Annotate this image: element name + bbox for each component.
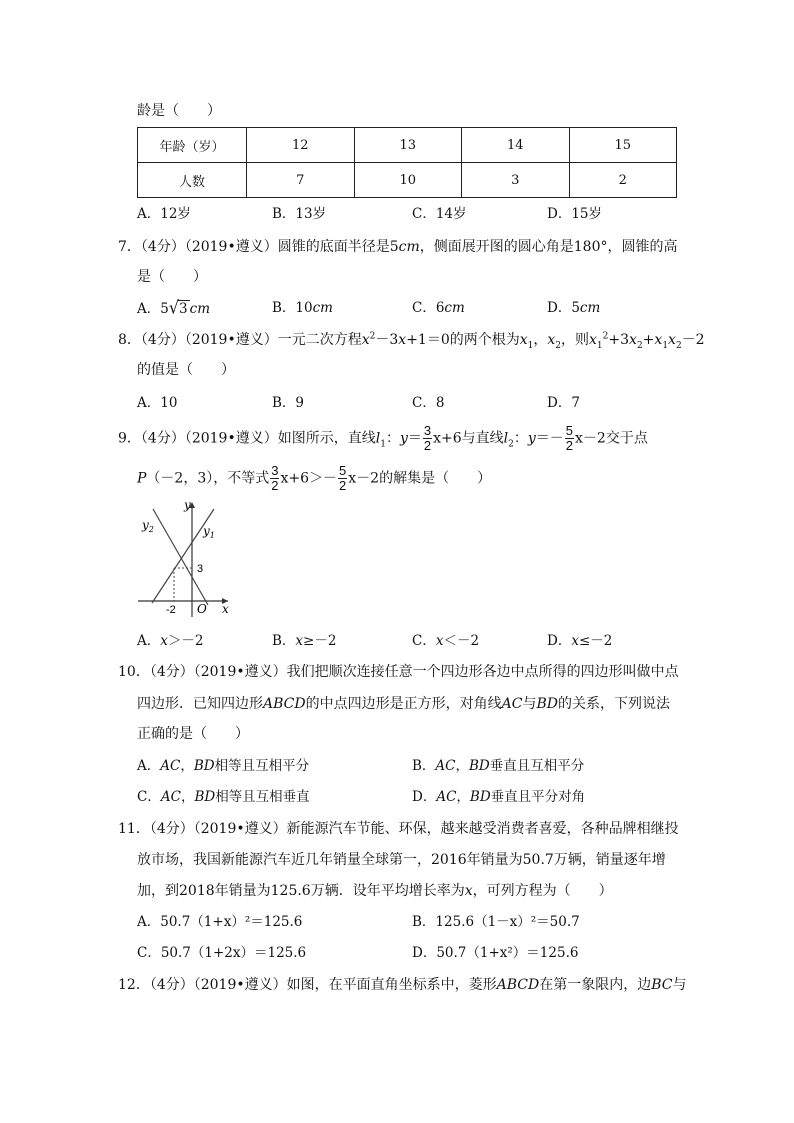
q7-opt-a-radicand: 3: [179, 301, 188, 317]
q8-var: x: [589, 332, 597, 348]
y1-label-var: y: [203, 524, 210, 538]
origin-label: O: [197, 602, 207, 616]
q9-text: x+6＞－: [280, 470, 338, 487]
y1-label: [202, 524, 215, 540]
q7-opt-b-label: B．10: [272, 300, 313, 316]
q9-opt-text: ＞－2: [167, 633, 204, 649]
q11-option-c[interactable]: C．50.7（1+2x）＝125.6: [137, 945, 307, 961]
fraction-numerator: 5: [339, 463, 347, 478]
q8-sup: 2: [602, 331, 609, 342]
fraction-numerator: 3: [423, 423, 432, 438]
q9-var: l: [375, 430, 381, 447]
fraction-numerator: 3: [271, 463, 279, 478]
q8-stem: [118, 330, 705, 350]
q12-stem: [118, 975, 687, 995]
q7-opt-a-label: A．5: [137, 301, 169, 317]
y-axis-label: y: [184, 498, 191, 512]
q9-var: y: [527, 430, 536, 447]
q7-opt-a-unit: cm: [189, 301, 211, 317]
q7-opt-c-unit: cm: [444, 300, 465, 316]
table-cell: 7: [247, 163, 355, 198]
q10-option-c[interactable]: C．AC，BD相等且互相垂直: [137, 789, 310, 805]
question-number: 7．: [118, 239, 141, 255]
question-meta: （4分）（2019•遵义）: [149, 664, 287, 680]
q7-option-b[interactable]: [272, 298, 333, 318]
q9-text: 如图所示，直线: [277, 430, 376, 447]
q8-sub: 2: [555, 340, 562, 351]
table-cell: 人数: [138, 163, 247, 198]
q8-var: x: [398, 332, 407, 348]
q8-var: x: [654, 332, 663, 348]
q8-option-d[interactable]: D．7: [547, 395, 580, 411]
q6-option-a[interactable]: A．12岁: [137, 206, 191, 222]
q10-var: BD: [194, 789, 216, 805]
question-meta: （4分）（2019•遵义）: [140, 332, 278, 348]
q9-text: ＝－: [535, 430, 564, 447]
q10-text: 与: [522, 696, 537, 712]
table-cell: 14: [462, 128, 570, 163]
q11-option-b[interactable]: B．125.6（1－x）²＝50.7: [412, 914, 580, 930]
age-table: [137, 127, 677, 198]
q12-var: BC: [651, 977, 673, 993]
question-number: 9．: [118, 430, 141, 447]
q8-text: +1＝0的两个根为: [406, 332, 520, 348]
q11-text: 加，到2018年销量为125.6万辆．设年平均增长率为: [137, 883, 465, 899]
table-cell: 13: [354, 128, 462, 163]
q9-text: x－2的解集是（ ）: [348, 470, 492, 487]
q9-text: ＝: [407, 430, 422, 447]
table-cell: 3: [462, 163, 570, 198]
q8-text: +: [642, 332, 655, 348]
table-cell: 2: [569, 163, 677, 198]
q11-var: x: [464, 883, 473, 899]
q7-option-c[interactable]: [412, 298, 465, 318]
q9-opt-text: ≥－2: [303, 633, 337, 649]
q7-option-d[interactable]: [547, 298, 600, 318]
q7-opt-d-unit: cm: [579, 300, 601, 316]
x-axis-label: x: [222, 602, 229, 616]
q10-text: 的关系，下列说法: [557, 696, 670, 712]
q10-var: ABCD: [263, 696, 306, 712]
question-meta: （4分）（2019•遵义）: [140, 239, 278, 255]
q10-var: BD: [193, 758, 215, 774]
fraction: [423, 424, 432, 453]
q10-opt-text: 垂直且平分对角: [490, 789, 586, 805]
table-cell: 15: [569, 128, 677, 163]
q10-option-d[interactable]: D．AC，BD垂直且平分对角: [412, 789, 586, 805]
q7-text-b: ，侧面展开图的圆心角是180°，圆锥的高: [419, 239, 678, 255]
q9-text: ：: [513, 430, 528, 447]
q9-option-b[interactable]: [272, 631, 336, 651]
q8-text: ，则: [561, 332, 590, 348]
question-meta: （4分）（2019•遵义）: [140, 430, 278, 447]
q9-opt-label: D．: [547, 633, 572, 649]
q10-var: AC: [435, 758, 456, 774]
q10-opt-text: 相等且互相垂直: [215, 789, 310, 805]
q8-var: x: [547, 332, 556, 348]
y2-label-var: y: [142, 518, 149, 532]
q10-var: AC: [160, 789, 181, 805]
y1-label-sub: 1: [209, 531, 215, 540]
q6-option-b[interactable]: B．13岁: [272, 206, 327, 222]
q7-opt-d-label: D．5: [547, 300, 580, 316]
q8-option-a[interactable]: A．10: [137, 395, 178, 411]
q8-var: x: [519, 332, 528, 348]
q9-var: y: [399, 430, 408, 447]
q9-text: x+6与直线: [433, 430, 504, 447]
q10-text: 我们把顺次连接任意一个四边形各边中点所得的四边形叫做中点: [286, 664, 679, 680]
q9-graph: [134, 495, 244, 620]
q11-text: 新能源汽车节能、环保，越来越受消费者喜爱，各种品牌相继投: [286, 821, 679, 837]
q7-stem: [118, 237, 678, 257]
q10-var: BD: [469, 789, 491, 805]
q9-opt-var: x: [435, 633, 444, 649]
q11-option-a[interactable]: A．50.7（1+x）²＝125.6: [137, 914, 303, 930]
q9-stem: [118, 424, 648, 453]
question-number: 12．: [118, 977, 150, 993]
q8-text: －3: [375, 332, 399, 348]
q9-sub: 2: [508, 439, 514, 450]
q8-text: －2: [681, 332, 705, 348]
q7-opt-c-label: C．6: [412, 300, 445, 316]
q10-var: AC: [160, 758, 181, 774]
q10-text: 四边形．已知四边形: [137, 696, 263, 712]
q10-option-a[interactable]: A．AC，BD相等且互相平分: [137, 758, 310, 774]
q9-opt-text: ≤－2: [578, 633, 613, 649]
q10-stem-line3: 正确的是（ ）: [137, 726, 249, 742]
line-y2: [153, 509, 208, 605]
q8-sub: 1: [662, 340, 669, 351]
fraction: [338, 464, 347, 493]
q12-text: 在第一象限内，边: [539, 977, 652, 993]
q9-opt-label: A．: [137, 633, 161, 649]
q9-option-c[interactable]: [412, 631, 479, 651]
q9-var: l: [503, 430, 509, 447]
q8-var: x: [629, 332, 637, 348]
q8-text: +3: [608, 332, 630, 348]
q8-var: x: [361, 332, 370, 348]
q11-option-d[interactable]: D．50.7（1+x²）＝125.6: [412, 945, 579, 961]
q9-option-d[interactable]: [547, 631, 612, 651]
tick-label-x: -2: [166, 604, 176, 616]
q12-text: 如图，在平面直角坐标系中，菱形: [286, 977, 497, 993]
q10-text: 的中点四边形是正方形，对角线: [305, 696, 502, 712]
q9-text: （－2，3），不等式: [146, 470, 270, 487]
fraction-denominator: 2: [271, 478, 279, 493]
fraction-denominator: 2: [565, 438, 574, 453]
q9-opt-label: B．: [272, 633, 296, 649]
q11-stem-line2: 放市场，我国新能源汽车近几年销量全球第一，2016年销量为50.7万辆，销量逐年增: [137, 852, 666, 868]
table-cell: 年龄（岁）: [138, 128, 247, 163]
q9-opt-var: x: [295, 633, 304, 649]
question-number: 8．: [118, 332, 141, 348]
q8-option-b[interactable]: B．9: [272, 395, 305, 411]
q10-opt-text: 垂直且互相平分: [489, 758, 585, 774]
q9-text: x－2交于点: [575, 430, 648, 447]
q9-var: P: [137, 470, 147, 487]
q7-option-a[interactable]: [137, 298, 210, 319]
q9-stem-line2: [137, 464, 491, 493]
y2-label: [141, 518, 154, 534]
fraction-numerator: 5: [565, 423, 574, 438]
q9-opt-var: x: [571, 633, 579, 649]
q10-option-b[interactable]: B．AC，BD垂直且互相平分: [412, 758, 585, 774]
q10-stem-line2: [137, 694, 670, 714]
q9-text: ：: [385, 430, 400, 447]
table-row: [138, 128, 677, 163]
q10-var: BD: [536, 696, 558, 712]
q9-opt-text: ＜－2: [443, 633, 480, 649]
table-cell: 10: [354, 163, 462, 198]
q10-opt-text: 相等且互相平分: [214, 758, 310, 774]
fraction: [270, 464, 279, 493]
fraction-denominator: 2: [423, 438, 432, 453]
q8-option-c[interactable]: C．8: [412, 395, 445, 411]
q6-option-d[interactable]: D．15岁: [547, 206, 603, 222]
q11-text: ，可列方程为（ ）: [472, 883, 613, 899]
q10-stem: [118, 662, 679, 682]
q8-text-a: 一元二次方程: [277, 332, 362, 348]
q8-stem-line2: 的值是（ ）: [137, 362, 235, 378]
question-meta: （4分）（2019•遵义）: [149, 977, 287, 993]
q12-var: ABCD: [496, 977, 540, 993]
q8-sub: 2: [675, 340, 682, 351]
q7-opt-b-unit: cm: [312, 300, 333, 316]
q8-sub: 1: [596, 340, 603, 351]
q8-sub: 1: [527, 340, 534, 351]
q6-stem-tail: 龄是（ ）: [137, 103, 221, 119]
fraction: [565, 424, 574, 453]
table-cell: 12: [247, 128, 355, 163]
q9-option-a[interactable]: [137, 631, 203, 651]
y2-label-sub: 2: [148, 525, 154, 534]
q9-sub: 1: [380, 439, 386, 450]
q7-unit: cm: [398, 239, 420, 255]
question-number: 11．: [118, 821, 150, 837]
q11-stem: [118, 819, 679, 839]
q6-option-c[interactable]: C．14岁: [412, 206, 467, 222]
q10-var: AC: [436, 789, 457, 805]
question-number: 10．: [118, 664, 150, 680]
q8-var: x: [668, 332, 676, 348]
tick-label-y: 3: [197, 563, 204, 575]
q12-text: 与: [672, 977, 687, 993]
table-row: [138, 163, 677, 198]
q7-stem-line2: 是（ ）: [137, 269, 207, 285]
q10-var: AC: [501, 696, 523, 712]
q11-stem-line3: [137, 881, 613, 901]
q8-sub: 2: [636, 340, 643, 351]
q9-opt-label: C．: [412, 633, 436, 649]
q7-text-a: 圆锥的底面半径是5: [277, 239, 399, 255]
q9-opt-var: x: [160, 633, 168, 649]
sqrt-icon: √: [168, 297, 180, 318]
fraction-denominator: 2: [339, 478, 347, 493]
q8-sup: 2: [369, 331, 376, 342]
q10-var: BD: [469, 758, 490, 774]
question-meta: （4分）（2019•遵义）: [149, 821, 287, 837]
q8-text: ，: [533, 332, 548, 348]
